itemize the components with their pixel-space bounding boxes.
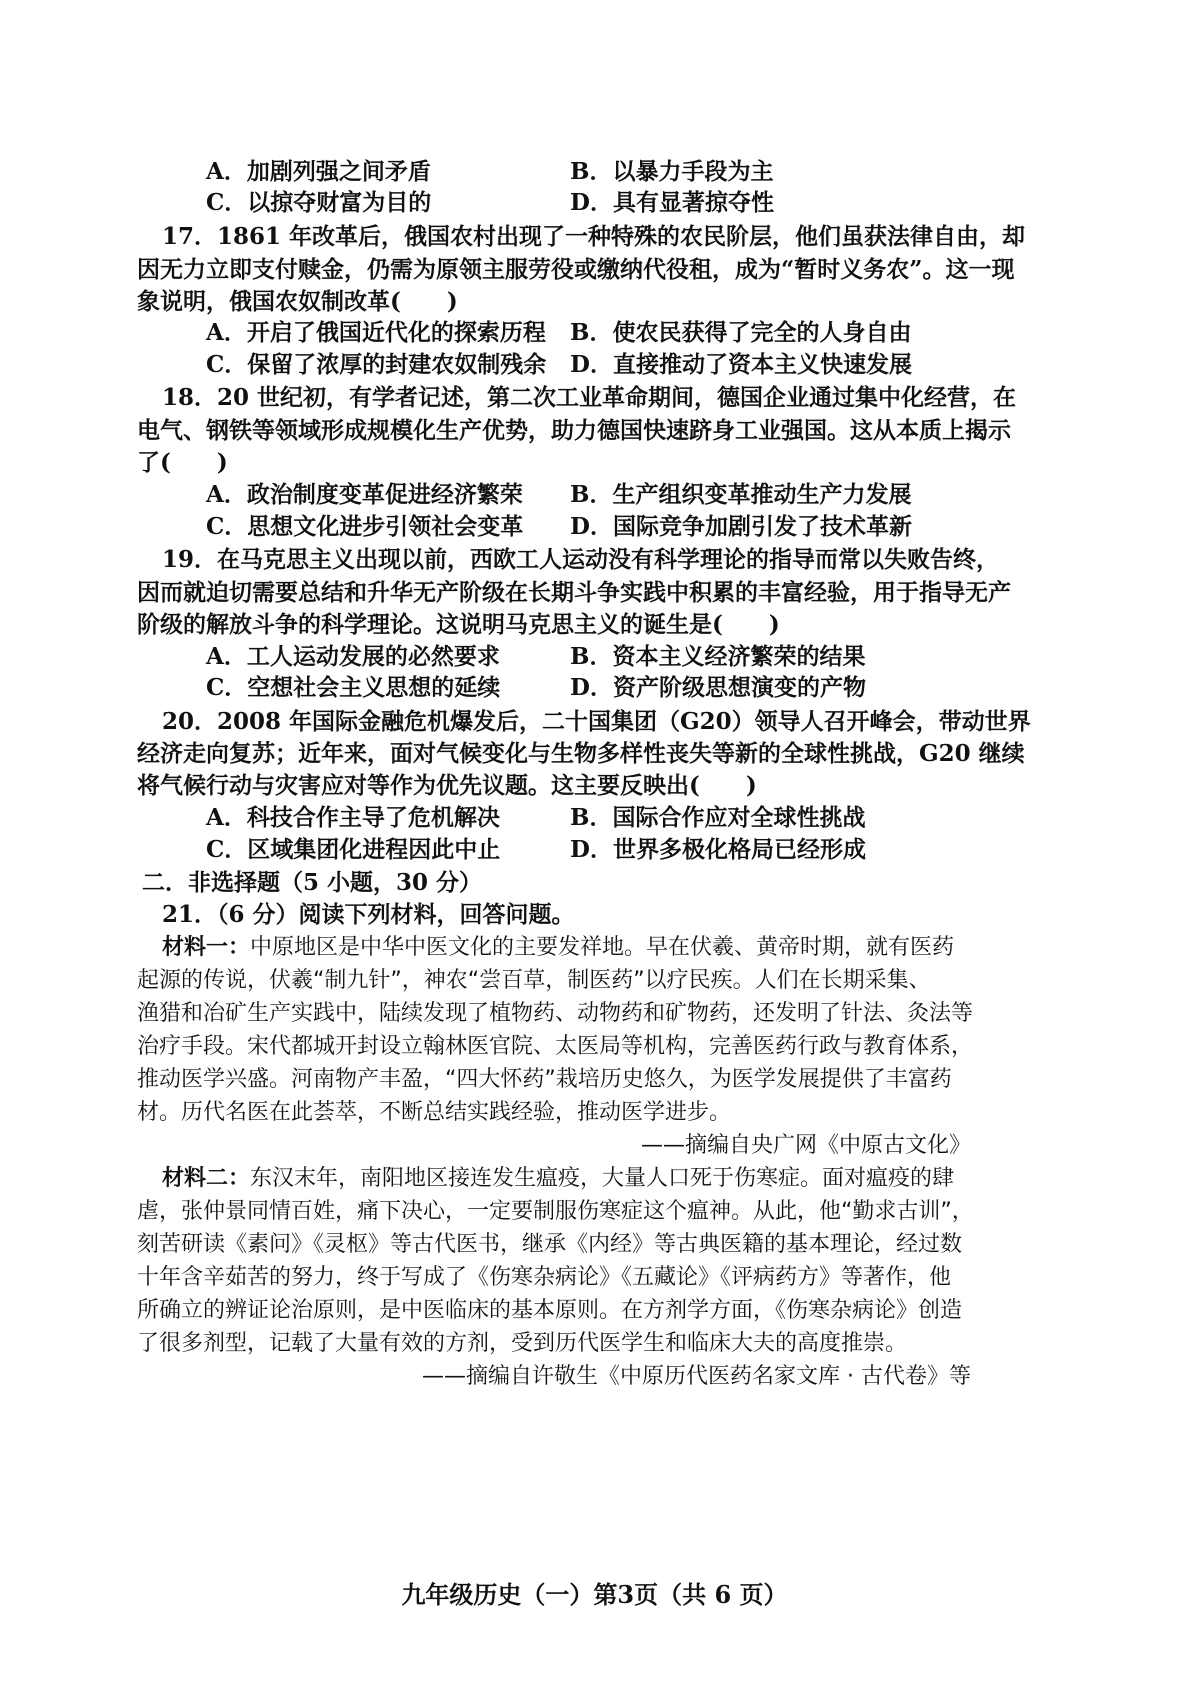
material-1-line-1: 材料一：中原地区是中华中医文化的主要发祥地。早在伏羲、黄帝时期，就有医药 (162, 935, 955, 960)
q17-stem-line-3: 象说明，俄国农奴制改革( ) (137, 288, 458, 315)
q18-stem-line-1: 18．20 世纪初，有学者记述，第二次工业革命期间，德国企业通过集中化经营，在 (162, 384, 1017, 411)
q20-stem-line-1: 20．2008 年国际金融危机爆发后，二十国集团（G20）领导人召开峰会，带动世界 (162, 708, 1031, 735)
q21-intro: 21．（6 分）阅读下列材料，回答问题。 (162, 901, 575, 928)
q19-stem-line-1: 19．在马克思主义出现以前，西欧工人运动没有科学理论的指导而常以失败告终， (162, 546, 1000, 573)
q16-option-c: C．以掠夺财富为目的 (206, 189, 432, 216)
q18-option-c: C．思想文化进步引领社会变革 (206, 513, 524, 540)
section-2-title: 二．非选择题（5 小题，30 分） (142, 869, 483, 896)
q19-stem-line-3: 阶级的解放斗争的科学理论。这说明马克思主义的诞生是( ) (137, 611, 780, 638)
q20-option-a: A．科技合作主导了危机解决 (206, 804, 500, 831)
q19-option-b: B．资本主义经济繁荣的结果 (570, 643, 866, 670)
q16-option-b: B．以暴力手段为主 (570, 158, 774, 185)
material-1-line-2: 起源的传说，伏羲“制九针”，神农“尝百草，制医药”以疗民疾。人们在长期采集、 (137, 968, 931, 993)
q20-stem-line-3: 将气候行动与灾害应对等作为优先议题。这主要反映出( ) (137, 772, 757, 799)
material-2-label: 材料二： (162, 1166, 251, 1191)
q20-option-b: B．国际合作应对全球性挑战 (570, 804, 866, 831)
q16-option-a: A．加剧列强之间矛盾 (206, 158, 431, 185)
q16-option-d: D．具有显著掠夺性 (570, 189, 774, 216)
q20-option-c: C．区域集团化进程因此中止 (206, 836, 501, 863)
q20-stem-line-2: 经济走向复苏；近年来，面对气候变化与生物多样性丧失等新的全球性挑战，G20 继续 (137, 740, 1025, 767)
material-1-line-4: 治疗手段。宋代都城开封设立翰林医官院、太医局等机构，完善医药行政与教育体系， (137, 1034, 974, 1059)
q18-option-d: D．国际竞争加剧引发了技术革新 (570, 513, 912, 540)
material-2-line-6: 了很多剂型，记载了大量有效的方剂，受到历代医学生和临床大夫的高度推崇。 (137, 1331, 908, 1356)
q17-stem-line-2: 因无力立即支付赎金，仍需为原领主服劳役或缴纳代役租，成为“暂时义务农”。这一现 (137, 256, 1015, 283)
q20-option-d: D．世界多极化格局已经形成 (570, 836, 866, 863)
q17-option-d: D．直接推动了资本主义快速发展 (570, 351, 912, 378)
material-2-line-5: 所确立的辨证论治原则，是中医临床的基本原则。在方剂学方面，《伤寒杂病论》创造 (137, 1298, 963, 1323)
q17-stem-line-1: 17．1861 年改革后，俄国农村出现了一种特殊的农民阶层，他们虽获法律自由，却 (162, 223, 1026, 250)
material-2-line-2: 虐，张仲景同情百姓，痛下决心，一定要制服伤寒症这个瘟神。从此，他“勤求古训”， (137, 1199, 974, 1224)
material-1-line-6: 材。历代名医在此荟萃，不断总结实践经验，推动医学进步。 (137, 1100, 732, 1125)
q18-option-b: B．生产组织变革推动生产力发展 (570, 481, 912, 508)
q17-option-b: B．使农民获得了完全的人身自由 (570, 319, 912, 346)
q18-stem-line-3: 了( ) (137, 449, 228, 476)
q19-stem-line-2: 因而就迫切需要总结和升华无产阶级在长期斗争实践中积累的丰富经验，用于指导无产 (137, 579, 1011, 606)
q19-option-c: C．空想社会主义思想的延续 (206, 674, 501, 701)
q19-option-a: A．工人运动发展的必然要求 (206, 643, 500, 670)
material-1-label: 材料一： (162, 935, 251, 960)
material-2-line-4: 十年含辛茹苦的努力，终于写成了《伤寒杂病论》《五藏论》《评病药方》等著作，他 (137, 1265, 952, 1290)
material-1-line-3: 渔猎和冶矿生产实践中，陆续发现了植物药、动物药和矿物药，还发明了针法、灸法等 (137, 1001, 974, 1026)
q17-option-c: C．保留了浓厚的封建农奴制残余 (206, 351, 547, 378)
page-footer: 九年级历史（一）第3页（共 6 页） (401, 1580, 788, 1609)
q17-option-a: A．开启了俄国近代化的探索历程 (206, 319, 546, 346)
material-2-source: ——摘编自许敬生《中原历代医药名家文库 · 古代卷》等 (422, 1364, 971, 1389)
q18-stem-line-2: 电气、钢铁等领域形成规模化生产优势，助力德国快速跻身工业强国。这从本质上揭示 (137, 417, 1011, 444)
q19-option-d: D．资产阶级思想演变的产物 (570, 674, 866, 701)
material-1-line-5: 推动医学兴盛。河南物产丰盈，“四大怀药”栽培历史悠久，为医学发展提供了丰富药 (137, 1067, 952, 1092)
material-2-line-1: 材料二：东汉末年，南阳地区接连发生瘟疫，大量人口死于伤寒症。面对瘟疫的肆 (162, 1166, 955, 1191)
material-2-line-3: 刻苦研读《素问》《灵枢》等古代医书，继承《内经》等古典医籍的基本理论，经过数 (137, 1232, 963, 1257)
material-1-source: ——摘编自央广网《中原古文化》 (640, 1133, 971, 1158)
q18-option-a: A．政治制度变革促进经济繁荣 (206, 481, 523, 508)
